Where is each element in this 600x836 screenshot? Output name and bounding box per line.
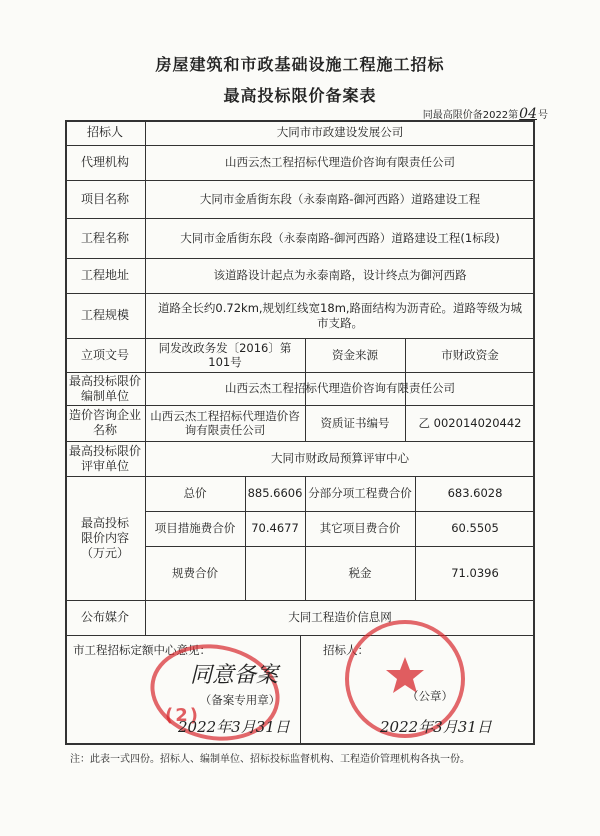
media-value: 大同工程造价信息网 — [288, 610, 392, 625]
title-line-2: 最高投标限价备案表 — [223, 86, 377, 105]
content-label: 最高投标限价内容（万元） — [80, 515, 129, 560]
subitem-label: 分部分项工程费合价 — [308, 486, 412, 501]
project-value: 大同市金盾街东段（永泰南路-御河西路）道路建设工程 — [199, 191, 481, 206]
center-seal-note: （备案专用章） — [199, 692, 281, 707]
compiler-value: 山西云杰工程招标代理造价咨询有限责任公司 — [225, 381, 455, 396]
file-number-prefix: 同最高限价备2022第 — [422, 110, 519, 121]
tenderer-date: 2022年3月31日 — [380, 718, 492, 736]
file-number-suffix: 号 — [538, 110, 548, 121]
compiler-label: 最高投标限价编制单位 — [68, 373, 141, 403]
column-divider — [300, 635, 301, 745]
file-number-value: 04 — [519, 106, 537, 122]
address-value: 该道路设计起点为永泰南路，设计终点为御河西路 — [213, 268, 467, 283]
measures-label: 项目措施费合价 — [154, 521, 236, 536]
fund-value: 市财政资金 — [441, 347, 499, 362]
tenderer-label: 招标人 — [86, 125, 123, 139]
center-seal-mark: (2) — [165, 705, 200, 726]
fund-label: 资金来源 — [332, 347, 378, 362]
approval-label: 立项文号 — [80, 347, 129, 362]
agency-value: 山西云杰工程招标代理造价咨询有限责任公司 — [225, 155, 455, 170]
center-opinion-handwriting: 同意备案 — [190, 663, 279, 688]
project-label: 项目名称 — [80, 191, 129, 206]
agency-label: 代理机构 — [80, 155, 129, 169]
other-label: 其它项目费合价 — [319, 521, 401, 536]
review-value: 大同市财政局预算评审中心 — [271, 451, 409, 466]
title-line-1: 房屋建筑和市政基础设施工程施工招标 — [155, 55, 445, 74]
address-label: 工程地址 — [80, 268, 129, 282]
consult-value: 山西云杰工程招标代理造价咨询有限责任公司 — [150, 408, 300, 437]
engineering-value: 大同市金盾街东段（永泰南路-御河西路）道路建设工程(1标段) — [180, 230, 500, 245]
fees-label: 规费合价 — [172, 565, 218, 580]
review-label: 最高投标限价评审单位 — [68, 443, 141, 473]
cert-value: 乙 002014020442 — [418, 415, 522, 430]
approval-value: 同发改政务发〔2016〕第101号 — [158, 340, 292, 369]
tax-label: 税金 — [348, 565, 372, 580]
scale-label: 工程规模 — [80, 308, 129, 322]
total-value: 885.6606 — [247, 486, 303, 501]
consult-label: 造价咨询企业名称 — [68, 408, 141, 437]
engineering-label: 工程名称 — [80, 230, 129, 245]
center-opinion-label: 市工程招标定额中心意见： — [73, 642, 211, 657]
scale-value: 道路全长约0.72km,规划红线宽18m,路面结构为沥青砼。道路等级为城市支路。 — [157, 301, 523, 330]
tenderer-value: 大同市市政建设发展公司 — [276, 125, 404, 140]
other-value: 60.5505 — [451, 521, 499, 536]
measures-value: 70.4677 — [251, 521, 299, 536]
tenderer-seal-note: （公章） — [407, 688, 453, 703]
center-date: 2022年3月31日 — [178, 718, 290, 736]
media-label: 公布媒介 — [80, 610, 129, 624]
tenderer-sign-label: 招标人： — [323, 642, 369, 657]
fees-value — [245, 546, 305, 600]
cert-label: 资质证书编号 — [320, 415, 390, 430]
subitem-value: 683.6028 — [447, 486, 503, 501]
footnote: 注：此表一式四份。招标人、编制单位、招标投标监督机构、工程造价管理机构各执一份。 — [70, 754, 470, 765]
tax-value: 71.0396 — [451, 565, 499, 580]
total-label: 总价 — [183, 486, 207, 501]
